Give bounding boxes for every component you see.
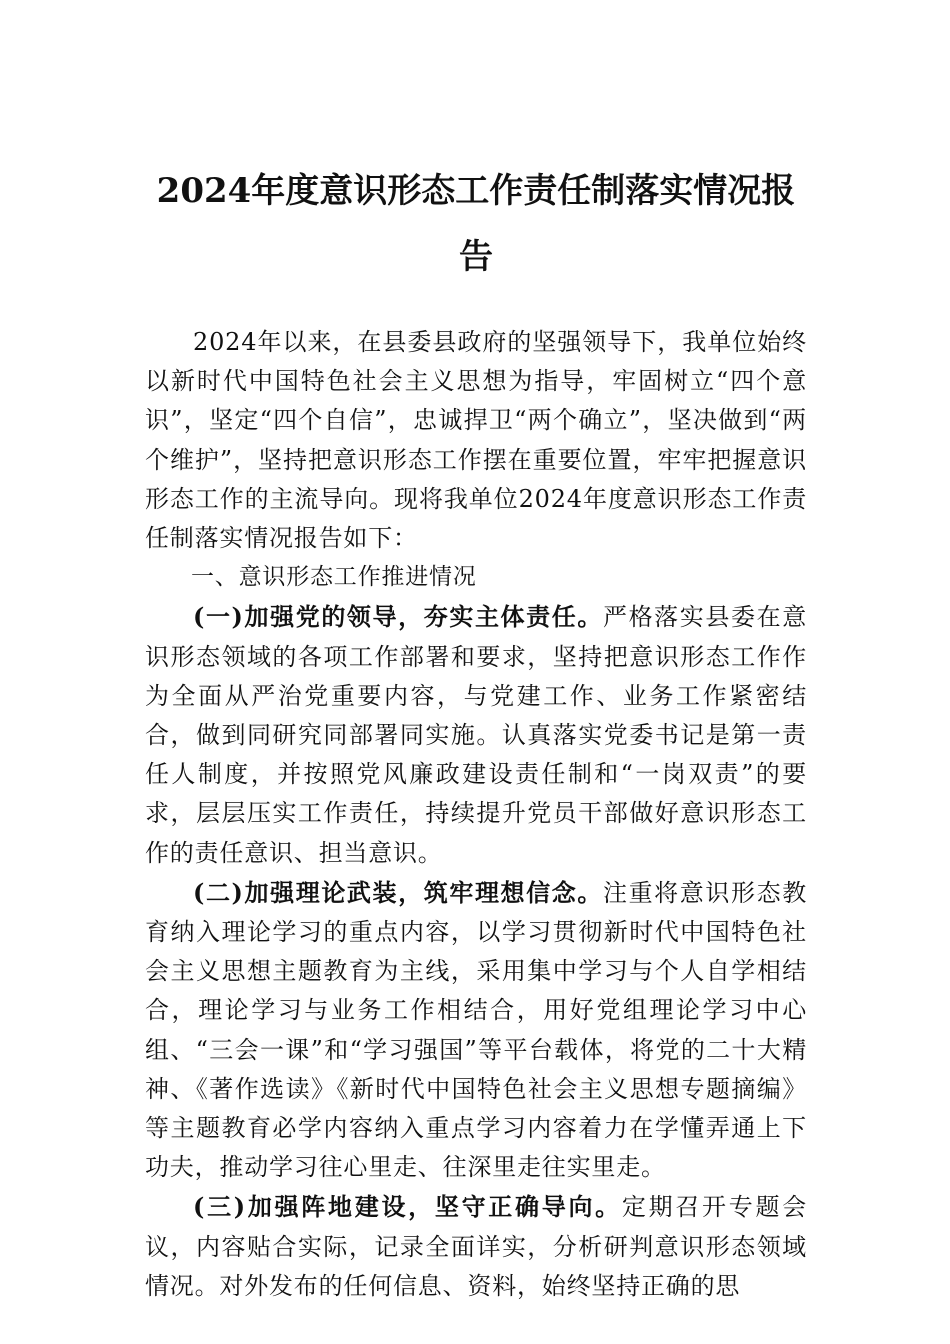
intro-paragraph: 2024年以来，在县委县政府的坚强领导下，我单位始终以新时代中国特色社会主义思想为指导，牢固树立“四个意识”，坚定“四个自信”，忠诚捍卫“两个确立”，坚决做到“两个维护”，坚持把意识形态工作摆在重要位置，牢牢把握意识形态工作的主流导向。现将我单位2024年度意识形态工作责任制落实情况报告如下： (145, 328, 807, 553)
paragraph-3 (145, 1187, 807, 1306)
paragraph-3-lead: (三)加强阵地建设，坚守正确导向。 (193, 1192, 622, 1222)
document-title: 2024年度意识形态工作责任制落实情况报告 (156, 171, 796, 277)
paragraph-2 (145, 873, 807, 1188)
paragraph-2-body: 注重将意识形态教育纳入理论学习的重点内容，以学习贯彻新时代中国特色社会主义思想主题教育为主线，采用集中学习与个人自学相结合，理论学习与业务工作相结合，用好党组理论学习中心组、“三会一课”和“学习强国”等平台载体，将党的二十大精神、《著作选读》《新时代中国特色社会主义思想专题摘编》等主题教育必学内容纳入重点学习内容着力在学懂弄通上下功夫，推动学习往心里走、往深里走往实里走。 (145, 878, 807, 1182)
section-heading: 一、意识形态工作推进情况 (191, 564, 477, 591)
paragraph-2-lead: (二)加强理论武装，筑牢理想信念。 (193, 877, 603, 907)
paragraph-1 (145, 597, 807, 872)
paragraph-1-lead: (一)加强党的领导，夯实主体责任。 (193, 602, 603, 632)
paragraph-1-body: 严格落实县委在意识形态领域的各项工作部署和要求，坚持把意识形态工作作为全面从严治党重要内容，与党建工作、业务工作紧密结合，做到同研究同部署同实施。认真落实党委书记是第一责任人制度，并按照党风廉政建设责任制和“一岗双责”的要求，层层压实工作责任，持续提升党员干部做好意识形态工作的责任意识、担当意识。 (145, 603, 807, 867)
paragraph-3-body: 定期召开专题会议，内容贴合实际，记录全面详实，分析研判意识形态领域情况。对外发布的任何信息、资料，始终坚持正确的思 (145, 1193, 807, 1300)
document-body (145, 323, 807, 1306)
